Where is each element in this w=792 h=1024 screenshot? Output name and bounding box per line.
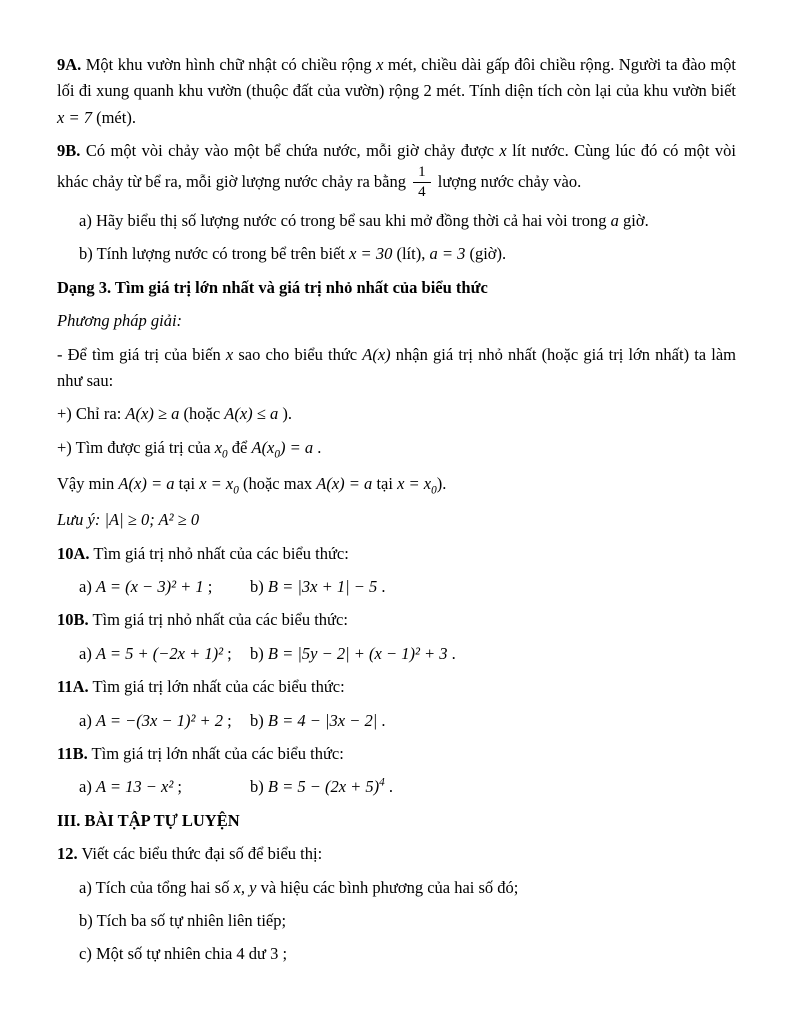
math-expression: B = |3x + 1| − 5 — [267, 577, 378, 597]
subscript-zero: 0 — [274, 448, 280, 461]
text-run: lít nước. Cùng lúc đó có một vòi khác chảy từ bể ra, mỗi giờ lượng nước chảy ra bằng — [57, 141, 737, 191]
exercise-11a-items — [57, 708, 736, 734]
item-a — [79, 774, 240, 800]
separator: . — [377, 577, 386, 597]
math-expression: B = |5y − 2| + (x − 1)² + 3 — [267, 643, 448, 663]
item-label: b) — [250, 577, 268, 597]
exercise-12-item-a — [57, 875, 736, 901]
method-paragraph-3 — [57, 435, 736, 464]
exercise-11b-items — [57, 774, 736, 800]
item-a — [79, 708, 240, 734]
text-run: +) Chỉ ra: — [57, 404, 126, 424]
fraction-numerator: 1 — [413, 165, 431, 184]
text-run: Tìm giá trị nhỏ nhất của các biểu thức: — [88, 610, 348, 630]
separator: ; — [223, 643, 232, 663]
item-b — [250, 777, 393, 796]
math-run: A(x) ≥ a — [125, 404, 180, 424]
text-run: . — [313, 437, 322, 457]
math-expression: A = −(3x − 1)² + 2 — [95, 710, 224, 730]
math-run: A(x — [251, 437, 275, 457]
item-label: b) — [250, 710, 268, 730]
text-run: (mét). — [91, 107, 136, 127]
math-run: x — [214, 437, 223, 457]
item-a — [79, 574, 240, 600]
text-run: Có một vòi chảy vào một bể chứa nước, mỗi giờ chảy được — [80, 141, 500, 161]
math-run: ) = a — [280, 437, 314, 457]
item-b — [250, 577, 386, 596]
text-run: b) Tính lượng nước có trong bể trên biết — [79, 244, 350, 264]
exercise-9b-item-b — [57, 241, 736, 267]
exercise-10b-items — [57, 641, 736, 667]
text-run: Tìm giá trị lớn nhất của các biểu thức: — [87, 744, 344, 763]
method-paragraph-1 — [57, 342, 736, 395]
exercise-11b — [57, 741, 736, 767]
superscript-four: 4 — [379, 776, 385, 789]
exercise-label: 9A. — [57, 55, 82, 74]
separator: ; — [223, 710, 232, 730]
text-run: Vậy min — [57, 474, 119, 494]
text-run: lượng nước chảy vào. — [433, 171, 582, 191]
exercise-9b-item-a — [57, 208, 736, 234]
math-run: x, y — [233, 877, 257, 897]
text-run: a) Hãy biểu thị số lượng nước có trong bể sau khi mở đồng thời cả hai vòi trong — [79, 211, 611, 231]
note-label: Lưu ý: — [57, 510, 105, 530]
separator: . — [447, 643, 456, 663]
math-run: x — [376, 55, 384, 74]
text-run: tại — [372, 474, 398, 494]
text-run: mét, chiều dài gấp đôi chiều rộng. Người ta đào một lối đi xung quanh khu vườn (thuộc đất của vườn) rộng 2 mét. Tính diện tích còn lại của khu vườn biết — [57, 55, 736, 101]
exercise-12 — [57, 841, 736, 867]
math-run: x = x — [397, 474, 432, 494]
exercise-12-item-b: b) Tích ba số tự nhiên liên tiếp; — [79, 910, 287, 930]
section-heading-3: III. BÀI TẬP TỰ LUYỆN — [57, 810, 240, 830]
text-run: tại — [174, 474, 200, 494]
math-run: a — [610, 211, 619, 231]
exercise-label: 12. — [57, 844, 78, 864]
separator: . — [384, 777, 394, 797]
item-label: b) — [250, 643, 268, 663]
section-heading-dang-3: Dạng 3. Tìm giá trị lớn nhất và giá trị nhỏ nhất của biểu thức — [57, 277, 488, 297]
exercise-9b — [57, 138, 736, 201]
item-label: a) — [79, 710, 96, 730]
exercise-9a — [57, 52, 736, 131]
subscript-zero: 0 — [222, 448, 228, 461]
text-run: (hoặc max — [238, 474, 317, 494]
math-expression: A = 13 − x² — [95, 777, 174, 797]
exercise-10b — [57, 607, 736, 633]
text-run: Viết các biểu thức đại số để biểu thị: — [77, 844, 323, 864]
text-run: giờ. — [618, 211, 649, 231]
text-run: a) Tích của tổng hai số — [79, 877, 234, 897]
item-label: b) — [250, 777, 268, 797]
text-run: Tìm giá trị lớn nhất của các biểu thức: — [88, 677, 345, 697]
item-label: a) — [79, 777, 96, 797]
text-run: ). — [278, 404, 292, 424]
separator: ; — [203, 577, 213, 597]
text-run: (lít), — [392, 244, 430, 264]
math-run: A(x) = a — [316, 474, 373, 494]
math-run: x — [225, 344, 234, 364]
text-run: Một khu vườn hình chữ nhật có chiều rộng — [81, 55, 377, 74]
item-label: a) — [79, 577, 96, 597]
exercise-label: 10A. — [57, 543, 90, 563]
math-run: x = x — [199, 474, 234, 494]
math-run: A(x) = a — [118, 474, 175, 494]
text-run: (giờ). — [465, 244, 507, 264]
exercise-label: 9B. — [57, 141, 81, 161]
item-b — [250, 711, 386, 730]
text-run: - Để tìm giá trị của biến — [57, 344, 226, 364]
method-paragraph-4 — [57, 471, 736, 500]
item-b — [250, 644, 456, 663]
math-expression: A = 5 + (−2x + 1)² — [95, 643, 224, 663]
separator: . — [377, 710, 386, 730]
subscript-zero: 0 — [233, 484, 239, 497]
exercise-label: 11B. — [57, 744, 88, 763]
text-run: và hiệu các bình phương của hai số đó; — [256, 877, 519, 897]
fraction-denominator: 4 — [418, 184, 426, 201]
math-expression: A = (x − 3)² + 1 — [95, 577, 204, 597]
item-label: a) — [79, 643, 96, 663]
math-run: a = 3 — [429, 244, 466, 264]
math-run: x = 30 — [349, 244, 393, 264]
exercise-10a — [57, 541, 736, 567]
math-expression: B = 5 − (2x + 5) — [267, 777, 380, 797]
method-paragraph-2 — [57, 401, 736, 427]
math-run: x — [499, 141, 507, 161]
exercise-10a-items — [57, 574, 736, 600]
item-a — [79, 641, 240, 667]
method-heading: Phương pháp giải: — [57, 311, 183, 331]
exercise-label: 11A. — [57, 677, 89, 697]
text-run: ). — [436, 474, 447, 494]
math-run: A(x) — [362, 344, 391, 364]
text-run: sao cho biểu thức — [233, 344, 363, 364]
math-run: |A| ≥ 0; A² ≥ 0 — [104, 510, 200, 530]
exercise-label: 10B. — [57, 610, 89, 630]
exercise-11a — [57, 674, 736, 700]
math-expression: B = 4 − |3x − 2| — [267, 710, 378, 730]
text-run: +) Tìm được giá trị của — [57, 437, 215, 457]
text-run: để — [227, 437, 252, 457]
math-run: x = 7 — [57, 107, 92, 127]
exercise-12-item-c: c) Một số tự nhiên chia 4 dư 3 ; — [79, 944, 288, 964]
text-run: Tìm giá trị nhỏ nhất của các biểu thức: — [89, 543, 349, 563]
subscript-zero: 0 — [431, 484, 437, 497]
text-run: (hoặc — [179, 404, 225, 424]
fraction-one-fourth — [413, 165, 431, 202]
text-run: nhận giá trị nhỏ nhất (hoặc giá trị lớn nhất) ta làm như sau: — [57, 344, 736, 391]
separator: ; — [173, 777, 182, 797]
note-paragraph — [57, 507, 736, 533]
math-run: A(x) ≤ a — [224, 404, 279, 424]
